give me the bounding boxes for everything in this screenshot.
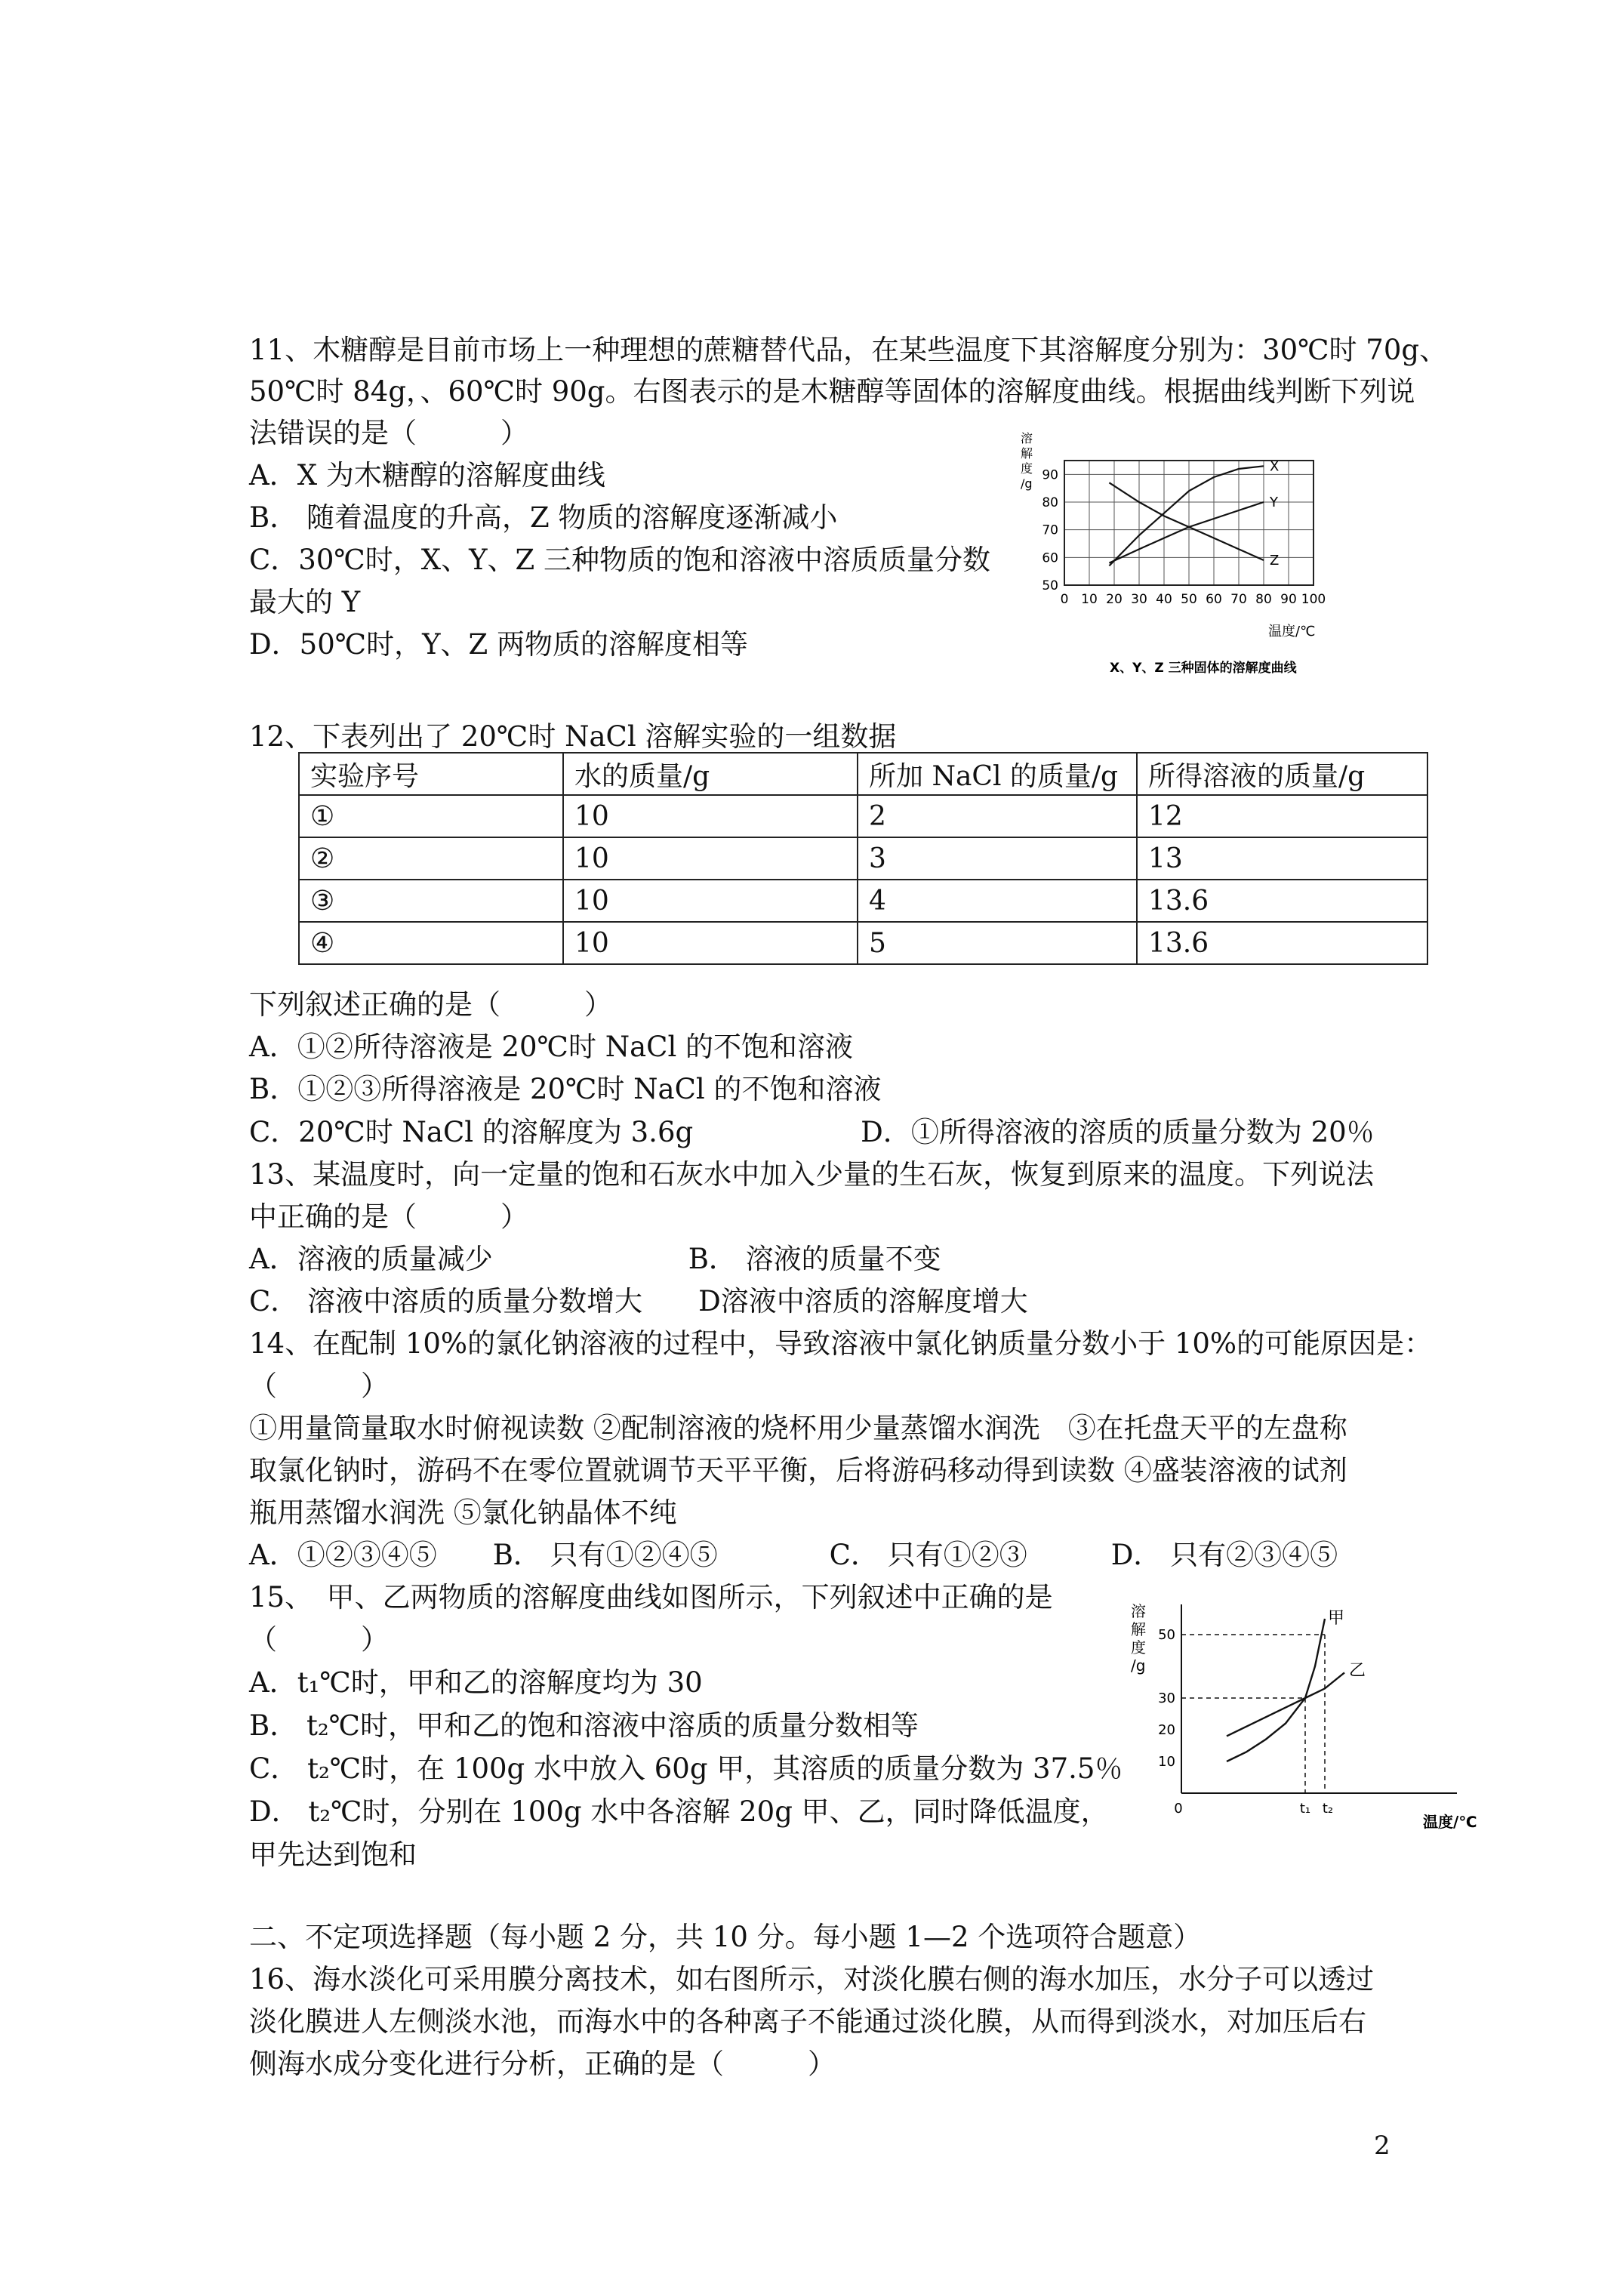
q12-stem: 12、下表列出了 20℃时 NaCl 溶解实验的一组数据 xyxy=(249,720,897,753)
q13-option-cd: C． 溶液中溶质的质量分数增大 D溶液中溶质的溶解度增大 xyxy=(249,1285,1028,1318)
chart2-xlabel: 温度/℃ xyxy=(1423,1813,1477,1831)
q13-stem-line-1: 13、某温度时，向一定量的饱和石灰水中加入少量的生石灰，恢复到原来的温度。下列说法 xyxy=(249,1158,1375,1191)
q11-stem-line-2: 50℃时 84g，、60℃时 90g。右图表示的是木糖醇等固体的溶解度曲线。根据曲线判断下列说 xyxy=(249,375,1415,408)
chart1-x-tick-label: 60 xyxy=(1206,592,1222,607)
q11-option-c-cont: 最大的 Y xyxy=(249,586,361,618)
q15-stem-line-1: 15、 甲、乙两物质的溶解度曲线如图所示，下列叙述中正确的是 xyxy=(249,1581,1053,1613)
chart1-ylabel-2: 解 xyxy=(1021,446,1033,461)
q12-option-a: A．①②所待溶液是 20℃时 NaCl 的不饱和溶液 xyxy=(249,1031,854,1063)
table-cell: ④ xyxy=(299,922,563,964)
q11-option-c: C．30℃时，X、Y、Z 三种物质的饱和溶液中溶质质量分数 xyxy=(249,544,991,576)
q12-option-cd: C．20℃时 NaCl 的溶解度为 3.6g D．①所得溶液的溶质的质量分数为 20％ xyxy=(249,1116,1375,1148)
chart1-x-tick-label: 50 xyxy=(1181,592,1197,607)
table-row xyxy=(299,880,1427,922)
chart1-series-label: Z xyxy=(1270,553,1280,569)
q14-stem-line-1: 14、在配制 10%的氯化钠溶液的过程中，导致溶液中氯化钠质量分数小于 10%的可能原因是： xyxy=(249,1327,1433,1360)
section2-heading: 二、不定项选择题（每小题 2 分，共 10 分。每小题 1—2 个选项符合题意） xyxy=(249,1921,1202,1953)
nacl-data-table xyxy=(298,752,1428,965)
chart1-series-label: X xyxy=(1270,458,1280,475)
chart1-y-tick-label: 50 xyxy=(1042,578,1058,593)
chart1-ylabel-4: /g xyxy=(1021,476,1033,491)
table-cell: ② xyxy=(299,837,563,880)
table-cell: 13 xyxy=(1137,837,1427,880)
chart2-series-label: 乙 xyxy=(1349,1661,1366,1681)
solubility-chart-jia-yi xyxy=(1125,1589,1480,1846)
table-header-cell: 所得溶液的质量/g xyxy=(1137,753,1427,795)
chart2-series-line-甲 xyxy=(1227,1619,1325,1761)
q11-stem-line-1: 11、木糖醇是目前市场上一种理想的蔗糖替代品，在某些温度下其溶解度分别为：30℃时 70g、 xyxy=(249,334,1448,366)
q16-line-1: 16、海水淡化可采用膜分离技术，如右图所示，对淡化膜右侧的海水加压，水分子可以透过 xyxy=(249,1963,1375,1996)
chart1-y-tick-label: 60 xyxy=(1042,550,1058,566)
chart1-x-tick-label: 0 xyxy=(1060,592,1069,607)
table-cell: ① xyxy=(299,795,563,837)
chart2-series-label: 甲 xyxy=(1328,1609,1345,1628)
q11-option-d: D．50℃时，Y、Z 两物质的溶解度相等 xyxy=(249,628,749,661)
q16-line-2: 淡化膜进人左侧淡水池，而海水中的各种离子不能通过淡化膜，从而得到淡水，对加压后右 xyxy=(249,2005,1366,2038)
q16-line-3: 侧海水成分变化进行分析，正确的是（ ） xyxy=(249,2048,836,2080)
q14-stem-line-2: （ ） xyxy=(249,1370,389,1402)
chart1-x-tick-label: 10 xyxy=(1081,592,1098,607)
table-row xyxy=(299,922,1427,964)
chart1-ylabel-1: 溶 xyxy=(1021,431,1033,445)
chart2-x-tick-label: t₁ xyxy=(1299,1801,1311,1817)
q15-option-d: D． t₂℃时，分别在 100g 水中各溶解 20g 甲、乙，同时降低温度， xyxy=(249,1795,1109,1828)
table-cell: 4 xyxy=(858,880,1137,922)
table-header-cell: 实验序号 xyxy=(299,753,563,795)
chart2-x-tick-label: t₂ xyxy=(1322,1801,1334,1817)
chart1-y-tick-label: 80 xyxy=(1042,495,1058,510)
table-cell: ③ xyxy=(299,880,563,922)
chart1-x-tick-label: 30 xyxy=(1131,592,1147,607)
chart1-x-tick-label: 90 xyxy=(1280,592,1297,607)
chart2-y-tick-label: 30 xyxy=(1158,1690,1175,1706)
table-row xyxy=(299,795,1427,837)
chart1-xlabel: 温度/℃ xyxy=(1268,624,1316,639)
q15-option-d-cont: 甲先达到饱和 xyxy=(249,1838,417,1871)
q12-option-b: B．①②③所得溶液是 20℃时 NaCl 的不饱和溶液 xyxy=(249,1073,882,1105)
chart1-x-tick-label: 20 xyxy=(1106,592,1123,607)
chart2-y-tick-label: 50 xyxy=(1158,1627,1175,1643)
q15-stem-line-2: （ ） xyxy=(249,1623,389,1656)
table-cell: 10 xyxy=(563,795,858,837)
chart1-y-tick-label: 90 xyxy=(1042,467,1058,483)
table-cell: 10 xyxy=(563,837,858,880)
q13-option-ab: A．溶液的质量减少 B． 溶液的质量不变 xyxy=(249,1243,941,1275)
q11-option-a: A．X 为木糖醇的溶解度曲线 xyxy=(249,459,605,492)
q15-option-b: B． t₂℃时，甲和乙的饱和溶液中溶质的质量分数相等 xyxy=(249,1709,919,1742)
chart1-caption: X、Y、Z 三种固体的溶解度曲线 xyxy=(1110,661,1297,676)
chart2-x-tick-label: 0 xyxy=(1174,1801,1183,1817)
q14-stem-line-3: ①用量筒量取水时俯视读数 ②配制溶液的烧杯用少量蒸馏水润洗 ③在托盘天平的左盘称 xyxy=(249,1412,1347,1444)
table-row xyxy=(299,837,1427,880)
chart1-x-tick-label: 40 xyxy=(1156,592,1172,607)
table-header-row xyxy=(299,753,1427,795)
q11-option-b: B． 随着温度的升高，Z 物质的溶解度逐渐减小 xyxy=(249,501,838,534)
q11-stem-line-3: 法错误的是（ ） xyxy=(249,417,528,449)
chart2-ylabel-4: /g xyxy=(1131,1657,1146,1675)
chart2-y-tick-label: 20 xyxy=(1158,1722,1175,1738)
table-header-cell: 水的质量/g xyxy=(563,753,858,795)
table-cell: 5 xyxy=(858,922,1137,964)
chart2-ylabel-3: 度 xyxy=(1131,1638,1146,1657)
q15-option-a: A．t₁℃时，甲和乙的溶解度均为 30 xyxy=(249,1666,703,1699)
q13-stem-line-2: 中正确的是（ ） xyxy=(249,1200,528,1233)
table-cell: 12 xyxy=(1137,795,1427,837)
table-cell: 10 xyxy=(563,922,858,964)
table-cell: 10 xyxy=(563,880,858,922)
chart1-ylabel-3: 度 xyxy=(1021,461,1033,476)
q14-options: A．①②③④⑤ B． 只有①②④⑤ C． 只有①②③ D． 只有②③④⑤ xyxy=(249,1539,1338,1571)
table-cell: 2 xyxy=(858,795,1137,837)
page-number: 2 xyxy=(1374,2131,1390,2161)
chart1-series-label: Y xyxy=(1270,495,1278,510)
q15-option-c: C． t₂℃时，在 100g 水中放入 60g 甲，其溶质的质量分数为 37.5％ xyxy=(249,1752,1123,1785)
chart2-ylabel-1: 溶 xyxy=(1131,1602,1146,1620)
chart1-y-tick-label: 70 xyxy=(1042,522,1058,538)
table-cell: 13.6 xyxy=(1137,880,1427,922)
chart2-y-tick-label: 10 xyxy=(1158,1754,1175,1770)
chart1-x-tick-label: 70 xyxy=(1230,592,1247,607)
table-header-cell: 所加 NaCl 的质量/g xyxy=(858,753,1137,795)
solubility-chart-xyz xyxy=(1012,423,1359,680)
chart2-ylabel-2: 解 xyxy=(1131,1620,1146,1638)
chart2-series-line-乙 xyxy=(1227,1672,1344,1736)
chart1-x-tick-label: 80 xyxy=(1255,592,1272,607)
q12-after: 下列叙述正确的是（ ） xyxy=(249,988,612,1021)
q14-stem-line-5: 瓶用蒸馏水润洗 ⑤氯化钠晶体不纯 xyxy=(249,1496,677,1529)
chart1-series-line-Y xyxy=(1109,502,1264,563)
q14-stem-line-4: 取氯化钠时，游码不在零位置就调节天平平衡，后将游码移动得到读数 ④盛装溶液的试剂 xyxy=(249,1454,1347,1487)
table-cell: 3 xyxy=(858,837,1137,880)
chart1-x-tick-label: 100 xyxy=(1301,592,1326,607)
table-cell: 13.6 xyxy=(1137,922,1427,964)
